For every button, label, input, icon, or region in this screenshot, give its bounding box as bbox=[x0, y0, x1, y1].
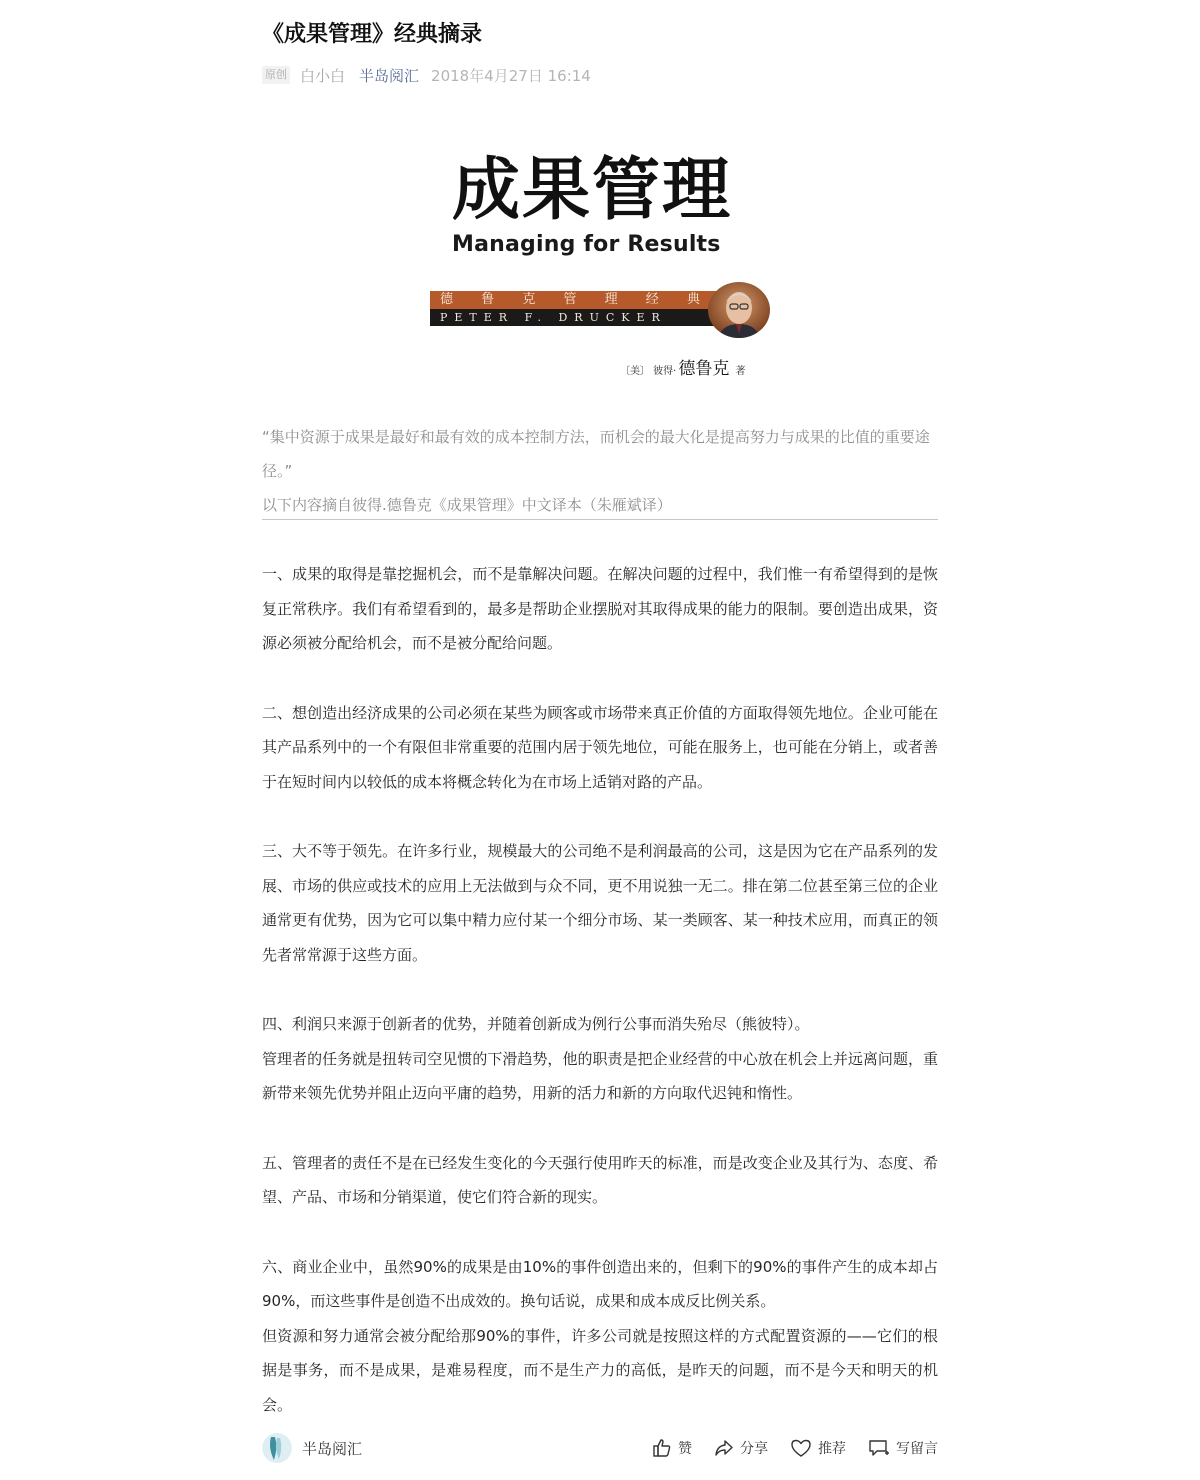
account-avatar[interactable] bbox=[262, 1433, 292, 1463]
cover-author-prefix: 〔美〕 彼得· bbox=[620, 366, 677, 377]
paragraph: 管理者的任务就是扭转司空见惯的下滑趋势，他的职责是把企业经营的中心放在机会上并远离问题，重新带来领先优势并阻止迈向平庸的趋势，用新的活力和新的方向取代迟钝和惰性。 bbox=[262, 1049, 938, 1102]
author-name: 白小白 bbox=[300, 66, 346, 85]
series-char: 理 bbox=[604, 292, 618, 307]
series-char: 德 bbox=[440, 292, 454, 307]
paragraph: 六、商业企业中，虽然90%的成果是由10%的事件创造出来的，但剩下的90%的事件产生的成本却占90%，而这些事件是创造不出成效的。换句话说，成果和成本成反比例关系。 bbox=[262, 1257, 938, 1310]
comment-label: 写留言 bbox=[896, 1441, 938, 1457]
article-body bbox=[262, 557, 938, 1422]
paragraph: 一、成果的取得是靠挖掘机会，而不是靠解决问题。在解决问题的过程中，我们惟一有希望得到的是恢复正常秩序。我们有希望看到的，最多是帮助企业摆脱对其取得成果的能力的限制。要创造出成果，资源必须被分配给机会，而不是被分配给问题。 bbox=[262, 565, 938, 652]
series-char: 管 bbox=[563, 292, 577, 307]
share-icon bbox=[714, 1438, 734, 1458]
account-link[interactable]: 半岛阅汇 bbox=[359, 66, 420, 85]
comment-button[interactable] bbox=[868, 1438, 938, 1458]
cover-author-name: 德鲁克 bbox=[678, 359, 730, 379]
publish-date: 2018年4月27日 16:14 bbox=[431, 66, 591, 85]
paragraph: 但资源和努力通常会被分配给那90%的事件，许多公司就是按照这样的方式配置资源的——它们的根据是事务，而不是成果，是难易程度，而不是生产力的高低，是昨天的问题，而不是今天和明天的机会。 bbox=[262, 1326, 938, 1414]
series-char: 典 bbox=[686, 292, 700, 307]
series-band-cn bbox=[430, 291, 720, 309]
article-title: 《成果管理》经典摘录 bbox=[262, 22, 483, 47]
paragraph: 四、利润只来源于创新者的优势，并随着创新成为例行公事而消失殆尽（熊彼特）。 bbox=[262, 1015, 810, 1033]
blockquote bbox=[262, 420, 938, 522]
quote-source: 以下内容摘自彼得.德鲁克《成果管理》中文译本（朱雁斌译） bbox=[262, 496, 672, 514]
comment-icon bbox=[868, 1438, 890, 1458]
article-footer bbox=[262, 1432, 938, 1464]
series-char: 经 bbox=[645, 292, 659, 307]
series-char: 克 bbox=[522, 292, 536, 307]
cover-author bbox=[620, 354, 745, 379]
series-band-en: PETER F. DRUCKER bbox=[430, 309, 720, 326]
footer-account-name[interactable]: 半岛阅汇 bbox=[302, 1439, 363, 1458]
cover-subtitle: Managing for Results bbox=[452, 232, 721, 257]
like-label: 赞 bbox=[678, 1441, 692, 1457]
cover-title: 成果管理 bbox=[452, 150, 733, 230]
quote-text: “集中资源于成果是最好和最有效的成本控制方法，而机会的最大化是提高努力与成果的比值的重要途径。” bbox=[262, 428, 930, 480]
paragraph: 五、管理者的责任不是在已经发生变化的今天强行使用昨天的标准，而是改变企业及其行为、态度、希望、产品、市场和分销渠道，使它们符合新的现实。 bbox=[262, 1153, 938, 1206]
cover-author-suffix: 著 bbox=[735, 366, 746, 377]
recommend-label: 推荐 bbox=[818, 1441, 846, 1457]
recommend-button[interactable] bbox=[790, 1438, 846, 1458]
author-portrait bbox=[708, 282, 770, 338]
series-band bbox=[430, 291, 720, 327]
series-char: 鲁 bbox=[481, 292, 495, 307]
article-meta bbox=[262, 64, 591, 86]
like-button[interactable] bbox=[652, 1438, 692, 1458]
share-label: 分享 bbox=[740, 1441, 768, 1457]
paragraph: 三、大不等于领先。在许多行业，规模最大的公司绝不是利润最高的公司，这是因为它在产品系列的发展、市场的供应或技术的应用上无法做到与众不同，更不用说独一无二。排在第二位甚至第三位的企业通常更有优势，因为它可以集中精力应付某一个细分市场、某一类顾客、某一种技术应用，而真正的领先者常常源于这些方面。 bbox=[262, 842, 938, 964]
paragraph: 二、想创造出经济成果的公司必须在某些为顾客或市场带来真正价值的方面取得领先地位。企业可能在其产品系列中的一个有限但非常重要的范围内居于领先地位，可能在服务上，也可能在分销上，或者善于在短时间内以较低的成本将概念转化为在市场上适销对路的产品。 bbox=[262, 703, 938, 791]
thumbs-up-icon bbox=[652, 1438, 672, 1458]
original-badge: 原创 bbox=[262, 66, 290, 84]
action-bar bbox=[630, 1438, 938, 1458]
heart-icon bbox=[790, 1438, 812, 1458]
share-button[interactable] bbox=[714, 1438, 768, 1458]
divider bbox=[262, 519, 938, 520]
book-cover-image bbox=[428, 140, 788, 390]
